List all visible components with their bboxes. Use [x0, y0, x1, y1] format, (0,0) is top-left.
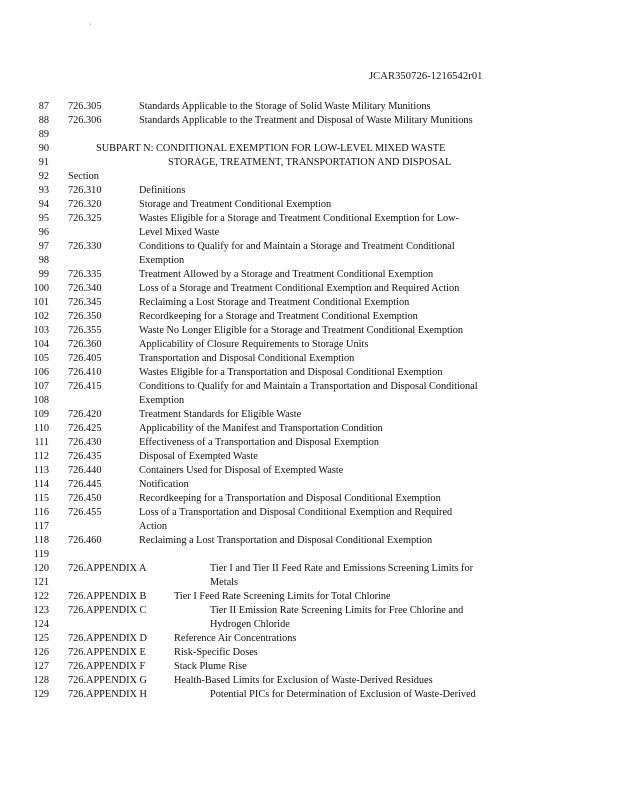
appendix-title: Risk-Specific Doses [174, 647, 258, 658]
toc-line [0, 170, 619, 184]
toc-line [0, 562, 619, 576]
line-number: 102 [33, 311, 49, 322]
section-number: 726.330 [68, 241, 102, 252]
section-number: 726.325 [68, 213, 102, 224]
section-number: 726.420 [68, 409, 102, 420]
line-number: 107 [33, 381, 49, 392]
line-number: 128 [33, 675, 49, 686]
line-number: 114 [33, 479, 49, 490]
line-number: 99 [38, 269, 49, 280]
toc-line [0, 604, 619, 618]
section-number: 726.405 [68, 353, 102, 364]
line-number: 121 [33, 577, 49, 588]
section-number: 726.450 [68, 493, 102, 504]
line-number: 124 [33, 619, 49, 630]
line-number: 115 [33, 493, 49, 504]
toc-line [0, 408, 619, 422]
toc-line [0, 226, 619, 240]
toc-line [0, 324, 619, 338]
toc-line [0, 450, 619, 464]
appendix-title: Tier I and Tier II Feed Rate and Emissions Screening Limits for [210, 563, 474, 574]
section-number: 726.360 [68, 339, 102, 350]
section-title-continued: Exemption [139, 255, 185, 266]
section-title: Recordkeeping for a Storage and Treatment Conditional Exemption [139, 311, 418, 322]
section-title: Loss of a Storage and Treatment Conditional Exemption and Required Action [139, 283, 460, 294]
section-title: Disposal of Exempted Waste [139, 451, 258, 462]
table-of-contents [0, 100, 619, 702]
section-title: Treatment Allowed by a Storage and Treatment Conditional Exemption [139, 269, 434, 280]
line-number: 89 [38, 129, 49, 140]
toc-line [0, 198, 619, 212]
toc-line [0, 576, 619, 590]
toc-line [0, 506, 619, 520]
line-number: 105 [33, 353, 49, 364]
section-number: 726.305 [68, 101, 102, 112]
appendix-title: Reference Air Concentrations [174, 633, 297, 644]
section-title: Recordkeeping for a Transportation and Disposal Conditional Exemption [139, 493, 441, 504]
section-title: Loss of a Transportation and Disposal Conditional Exemption and Required [139, 507, 453, 518]
appendix-title-continued: Hydrogen Chloride [210, 619, 290, 630]
section-number: 726.435 [68, 451, 102, 462]
appendix-title: Tier II Emission Rate Screening Limits for Free Chlorine and [210, 605, 464, 616]
line-number: 106 [33, 367, 49, 378]
toc-line [0, 254, 619, 268]
toc-line [0, 212, 619, 226]
section-number: 726.410 [68, 367, 102, 378]
line-number: 111 [34, 437, 49, 448]
toc-line [0, 282, 619, 296]
appendix-title: Stack Plume Rise [174, 661, 247, 672]
toc-line [0, 464, 619, 478]
toc-line [0, 492, 619, 506]
line-number: 91 [38, 157, 49, 168]
line-number: 117 [33, 521, 49, 532]
line-number: 103 [33, 325, 49, 336]
section-title: Conditions to Qualify for and Maintain a Transportation and Disposal Conditional [139, 381, 478, 392]
line-number: 118 [33, 535, 49, 546]
toc-line [0, 380, 619, 394]
toc-line [0, 156, 619, 170]
section-title: Effectiveness of a Transportation and Disposal Exemption [139, 437, 380, 448]
line-number: 110 [33, 423, 49, 434]
document-id: JCAR350726-1216542r01 [369, 71, 483, 82]
toc-line [0, 184, 619, 198]
section-title: Standards Applicable to the Treatment and Disposal of Waste Military Munitions [139, 115, 473, 126]
toc-line [0, 268, 619, 282]
section-title: Reclaiming a Lost Transportation and Disposal Conditional Exemption [139, 535, 433, 546]
line-number: 104 [33, 339, 49, 350]
appendix-title: Tier I Feed Rate Screening Limits for Total Chlorine [174, 591, 391, 602]
toc-line [0, 240, 619, 254]
line-number: 109 [33, 409, 49, 420]
toc-line [0, 632, 619, 646]
section-number: 726.310 [68, 185, 102, 196]
toc-line [0, 142, 619, 156]
section-title-continued: Level Mixed Waste [139, 227, 220, 238]
section-title: Transportation and Disposal Conditional Exemption [139, 353, 355, 364]
section-title-continued: Exemption [139, 395, 185, 406]
section-number: 726.355 [68, 325, 102, 336]
section-number: 726.455 [68, 507, 102, 518]
line-number: 100 [33, 283, 49, 294]
section-title: Conditions to Qualify for and Maintain a Storage and Treatment Conditional [139, 241, 455, 252]
subpart-heading: SUBPART N: CONDITIONAL EXEMPTION FOR LOW-LEVEL MIXED WASTE [96, 143, 446, 154]
subpart-heading-continued: STORAGE, TREATMENT, TRANSPORTATION AND DISPOSAL [168, 157, 452, 168]
line-number: 112 [33, 451, 49, 462]
toc-line [0, 394, 619, 408]
line-number: 92 [38, 171, 49, 182]
toc-line [0, 310, 619, 324]
appendix-number: 726.APPENDIX E [68, 647, 146, 658]
line-number: 125 [33, 633, 49, 644]
section-number: 726.340 [68, 283, 102, 294]
toc-line [0, 366, 619, 380]
toc-line [0, 674, 619, 688]
line-number: 126 [33, 647, 49, 658]
appendix-title: Health-Based Limits for Exclusion of Waste-Derived Residues [174, 675, 433, 686]
toc-line [0, 534, 619, 548]
appendix-number: 726.APPENDIX D [68, 633, 147, 644]
line-number: 113 [33, 465, 49, 476]
toc-line [0, 114, 619, 128]
section-title: Containers Used for Disposal of Exempted Waste [139, 465, 344, 476]
toc-line [0, 352, 619, 366]
section-title: Wastes Eligible for a Transportation and Disposal Conditional Exemption [139, 367, 443, 378]
section-number: 726.445 [68, 479, 102, 490]
toc-line [0, 618, 619, 632]
line-number: 87 [38, 101, 49, 112]
section-title-continued: Action [139, 521, 168, 532]
appendix-number: 726.APPENDIX A [68, 563, 147, 574]
stray-mark: ' [90, 22, 92, 31]
section-column-heading: Section [68, 171, 99, 182]
toc-line [0, 548, 619, 562]
toc-line [0, 646, 619, 660]
toc-line [0, 296, 619, 310]
section-title: Waste No Longer Eligible for a Storage and Treatment Conditional Exemption [139, 325, 464, 336]
section-number: 726.440 [68, 465, 102, 476]
appendix-number: 726.APPENDIX G [68, 675, 147, 686]
toc-line [0, 338, 619, 352]
line-number: 120 [33, 563, 49, 574]
line-number: 97 [38, 241, 49, 252]
section-title: Storage and Treatment Conditional Exemption [139, 199, 332, 210]
section-number: 726.425 [68, 423, 102, 434]
section-number: 726.320 [68, 199, 102, 210]
section-title: Applicability of the Manifest and Transportation Condition [139, 423, 383, 434]
toc-line [0, 100, 619, 114]
section-number: 726.415 [68, 381, 102, 392]
section-title: Treatment Standards for Eligible Waste [139, 409, 302, 420]
line-number: 129 [33, 689, 49, 700]
toc-line [0, 436, 619, 450]
line-number: 94 [38, 199, 49, 210]
toc-line [0, 688, 619, 702]
section-number: 726.430 [68, 437, 102, 448]
toc-line [0, 128, 619, 142]
line-number: 90 [38, 143, 49, 154]
toc-line [0, 520, 619, 534]
line-number: 122 [33, 591, 49, 602]
section-number: 726.306 [68, 115, 102, 126]
line-number: 123 [33, 605, 49, 616]
line-number: 93 [38, 185, 49, 196]
section-number: 726.350 [68, 311, 102, 322]
toc-line [0, 422, 619, 436]
line-number: 95 [38, 213, 49, 224]
line-number: 96 [38, 227, 49, 238]
toc-line [0, 478, 619, 492]
toc-line [0, 590, 619, 604]
line-number: 88 [38, 115, 49, 126]
line-number: 127 [33, 661, 49, 672]
appendix-number: 726.APPENDIX C [68, 605, 147, 616]
section-title: Wastes Eligible for a Storage and Treatment Conditional Exemption for Low- [139, 213, 460, 224]
section-number: 726.335 [68, 269, 102, 280]
line-number: 116 [33, 507, 49, 518]
section-title: Reclaiming a Lost Storage and Treatment Conditional Exemption [139, 297, 410, 308]
section-number: 726.460 [68, 535, 102, 546]
toc-line [0, 660, 619, 674]
section-title: Applicability of Closure Requirements to Storage Units [139, 339, 369, 350]
line-number: 98 [38, 255, 49, 266]
section-title: Notification [139, 479, 189, 490]
line-number: 108 [33, 395, 49, 406]
line-number: 101 [33, 297, 49, 308]
appendix-title-continued: Metals [210, 577, 239, 588]
appendix-title: Potential PICs for Determination of Exclusion of Waste-Derived [210, 689, 476, 700]
section-title: Definitions [139, 185, 186, 196]
line-number: 119 [33, 549, 49, 560]
section-number: 726.345 [68, 297, 102, 308]
appendix-number: 726.APPENDIX B [68, 591, 147, 602]
appendix-number: 726.APPENDIX H [68, 689, 147, 700]
appendix-number: 726.APPENDIX F [68, 661, 146, 672]
section-title: Standards Applicable to the Storage of Solid Waste Military Munitions [139, 101, 431, 112]
